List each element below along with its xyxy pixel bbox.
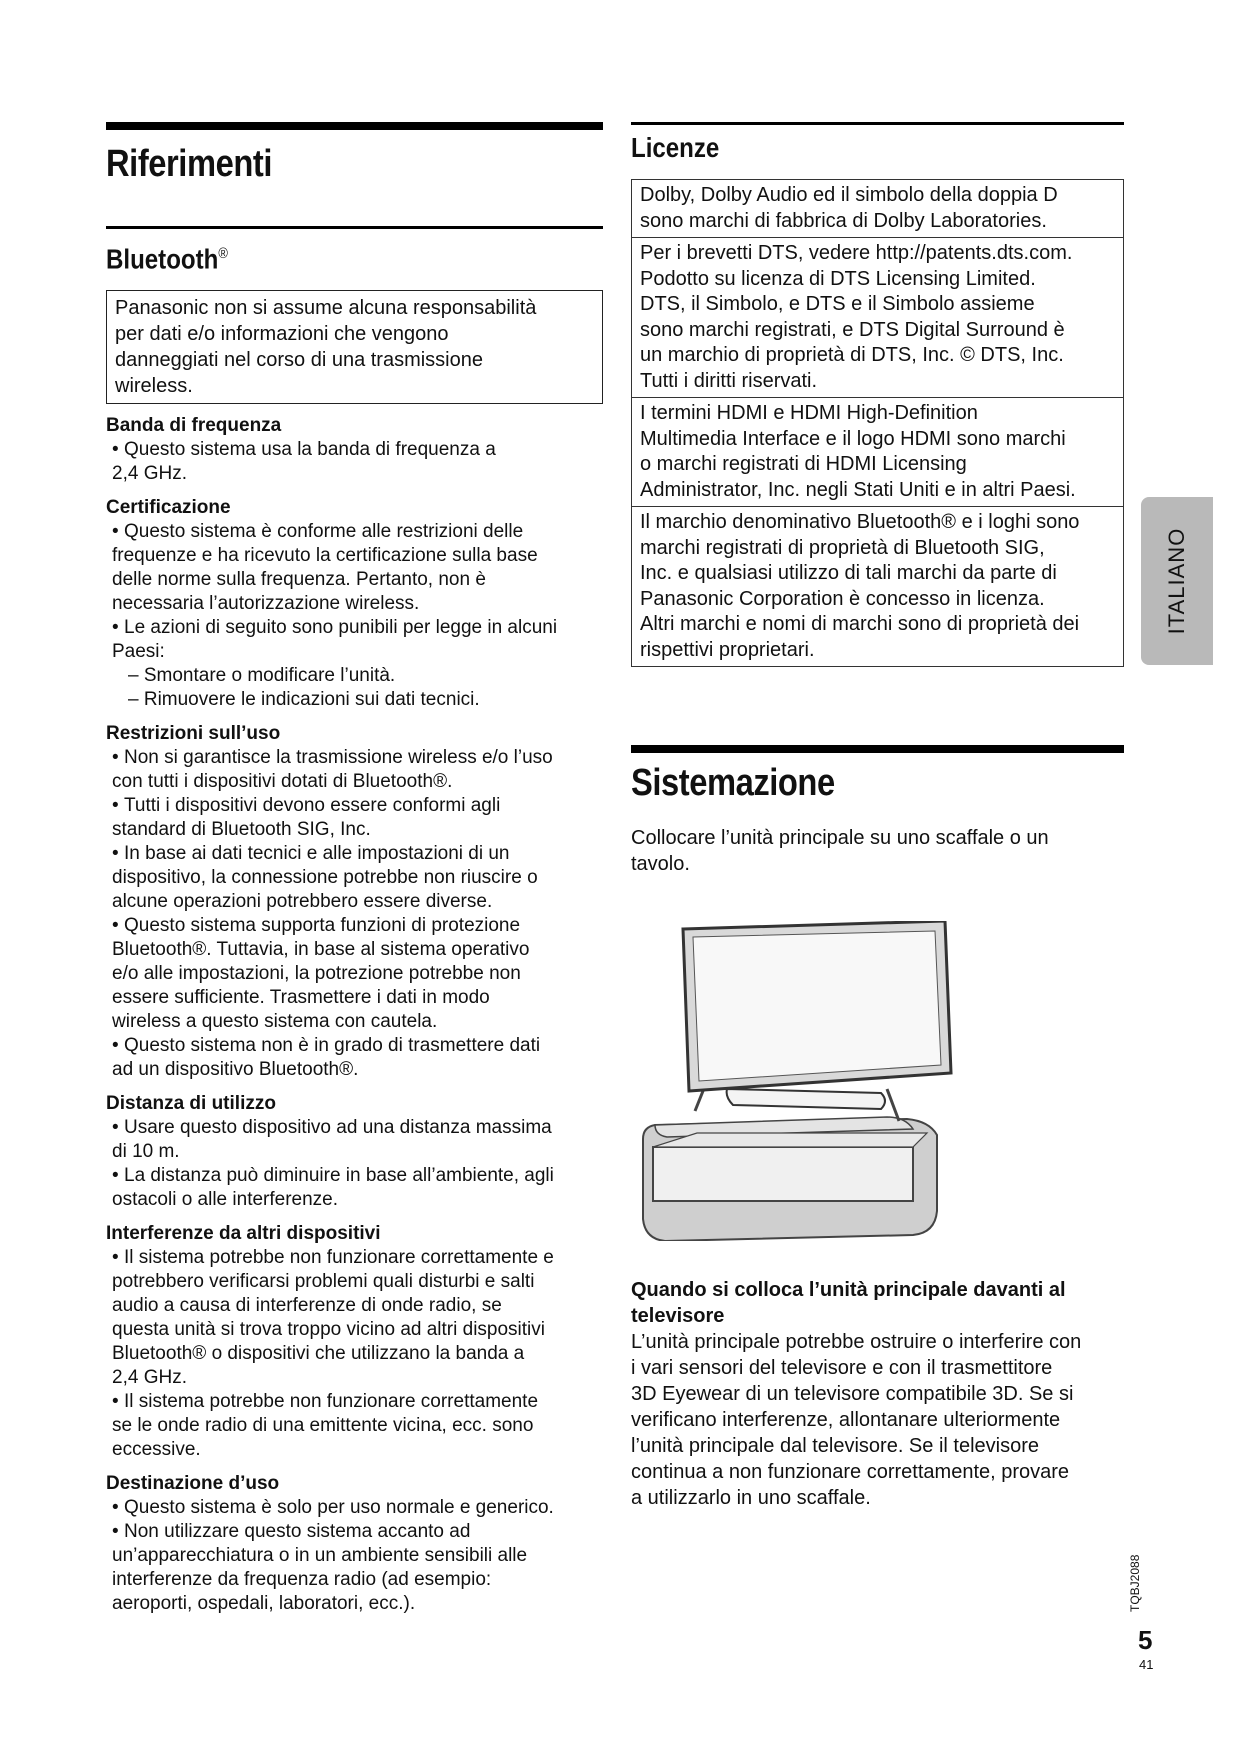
- page-title: Riferimenti: [106, 143, 272, 185]
- section-title: Destinazione d’uso: [106, 1473, 280, 1495]
- section: [106, 1222, 603, 1462]
- bullet-item: • Il sistema potrebbe non funzionare correttamente se le onde radio di una emittente vicina, ecc. sono eccessive.: [112, 1391, 539, 1461]
- section: [106, 1092, 603, 1212]
- license-row: I termini HDMI e HDMI High-Definition Multimedia Interface e il logo HDMI sono marchi o marchi registrati di HDMI Licensing Administrator, Inc. negli Stati Uniti e in altri Paesi.: [632, 397, 1123, 506]
- license-row: Il marchio denominativo Bluetooth® e i loghi sono marchi registrati di proprietà di Bluetooth SIG, Inc. e qualsiasi utilizzo di tali marchi da parte di Panasonic Corporation è concesso in licenza. Altri marchi e nomi di marchi sono di proprietà dei rispettivi proprietari.: [632, 506, 1123, 666]
- sub-list: [106, 664, 603, 712]
- section-rule: [106, 226, 603, 229]
- placement-intro: Collocare l’unità principale su uno scaffale o un tavolo.: [631, 827, 1049, 875]
- section: [106, 1472, 603, 1616]
- page-number: 5: [1138, 1625, 1153, 1655]
- section: [106, 414, 603, 486]
- sub-item: – Smontare o modificare l’unità.: [128, 665, 396, 687]
- license-row: Dolby, Dolby Audio ed il simbolo della doppia D sono marchi di fabbrica di Dolby Laboratories.: [640, 184, 1058, 232]
- bullet-item: • La distanza può diminuire in base all’ambiente, agli ostacoli o alle interferenze.: [112, 1165, 554, 1211]
- tv-section: Quando si colloca l’unità principale davanti al televisore L’unità principale potrebbe ostruire o interferire con i vari sensori del televisore e con il trasmettitore 3D Eyewear di un televisore compatibile 3D. Se si verificano interferenze, allontanare ulteriormente l’unità principale dal televisore. Se il televisore continua a non funzionare correttamente, provare a utilizzarlo in uno scaffale.: [631, 1277, 1124, 1511]
- bluetooth-heading: Bluetooth®: [106, 243, 228, 275]
- licenses-rule: [631, 122, 1124, 125]
- placement-rule: [631, 745, 1124, 753]
- left-column: [106, 122, 603, 1616]
- reference-sections: [106, 414, 603, 1616]
- section-title: Distanza di utilizzo: [106, 1093, 276, 1115]
- bullet-item: • Tutti i dispositivi devono essere conformi agli standard di Bluetooth SIG, Inc.: [112, 795, 501, 841]
- language-tab: ITALIANO: [1141, 497, 1213, 665]
- licenses-heading: Licenze: [631, 132, 720, 163]
- tv-text: L’unità principale potrebbe ostruire o interferire con i vari sensori del televisore e con il trasmettitore 3D Eyewear di un televisore compatibile 3D. Se si verificano interferenze, allontanare ulteriormente l’unità principale dal televisore. Se il televisore continua a non funzionare correttamente, provare a utilizzarlo in uno scaffale.: [631, 1331, 1082, 1509]
- bullet-item: • Questo sistema è solo per uso normale e generico.: [112, 1497, 554, 1519]
- disclaimer-box: Panasonic non si assume alcuna responsabilità per dati e/o informazioni che vengono danneggiati nel corso di una trasmissione wireless.: [106, 290, 603, 404]
- section-title: Certificazione: [106, 497, 231, 519]
- bullet-item: • Questo sistema è conforme alle restrizioni delle frequenze e ha ricevuto la certificazione sulla base delle norme sulla frequenza. Pertanto, non è necessaria l’autorizzazione wireless.: [112, 521, 538, 615]
- placement-heading: Sistemazione: [631, 762, 835, 804]
- bullet-item: • Il sistema potrebbe non funzionare correttamente e potrebbero verificarsi problemi quali disturbi e salti audio a causa di interferenze di onde radio, se questa unità si trova troppo vicino ad altri dispositivi Bluetooth® o dispositivi che utilizzano la banda a 2,4 GHz.: [112, 1247, 554, 1389]
- title-rule: [106, 122, 603, 130]
- bullet-item: • Questo sistema supporta funzioni di protezione Bluetooth®. Tuttavia, in base al sistema operativo e/o alle impostazioni, la potrezione potrebbe non essere sufficiente. Trasmettere i dati in modo wireless a questo sistema con cautela.: [112, 915, 530, 1033]
- right-column: [631, 122, 1124, 1511]
- section: [106, 496, 603, 712]
- bullet-item: • Questo sistema non è in grado di trasmettere dati ad un dispositivo Bluetooth®.: [112, 1035, 541, 1081]
- tv-on-shelf-illustration: [637, 921, 977, 1241]
- section-title: Banda di frequenza: [106, 415, 282, 437]
- licenses-table: [631, 179, 1124, 667]
- bullet-item: • Non utilizzare questo sistema accanto ad un’apparecchiatura o in un ambiente sensibili alle interferenze da frequenza radio (ad esempio: aeroporti, ospedali, laboratori, ecc.).: [112, 1521, 528, 1615]
- bullet-item: • Usare questo dispositivo ad una distanza massima di 10 m.: [112, 1117, 552, 1163]
- bullet-item: • Non si garantisce la trasmissione wireless e/o l’uso con tutti i dispositivi dotati di Bluetooth®.: [112, 747, 553, 793]
- bullet-item: • Questo sistema usa la banda di frequenza a 2,4 GHz.: [112, 439, 496, 485]
- section-title: Restrizioni sull’uso: [106, 723, 281, 745]
- section-title: Interferenze da altri dispositivi: [106, 1223, 381, 1245]
- document-code: TQBJ2088: [1128, 1554, 1142, 1612]
- license-row: Per i brevetti DTS, vedere http://patents.dts.com. Podotto su licenza di DTS Licensing Limited. DTS, il Simbolo, e DTS e il Simbolo assieme sono marchi registrati, e DTS Digital Surround è un marchio di proprietà di DTS, Inc. © DTS, Inc. Tutti i diritti riservati.: [632, 237, 1123, 397]
- bullet-item: • In base ai dati tecnici e alle impostazioni di un dispositivo, la connessione potrebbe non riuscire o alcune operazioni potrebbero essere diverse.: [112, 843, 538, 913]
- bullet-item: • Le azioni di seguito sono punibili per legge in alcuni Paesi:: [112, 617, 558, 663]
- sub-item: – Rimuovere le indicazioni sui dati tecnici.: [128, 689, 480, 711]
- section: [106, 722, 603, 1082]
- page-sub-number: 41: [1139, 1657, 1154, 1672]
